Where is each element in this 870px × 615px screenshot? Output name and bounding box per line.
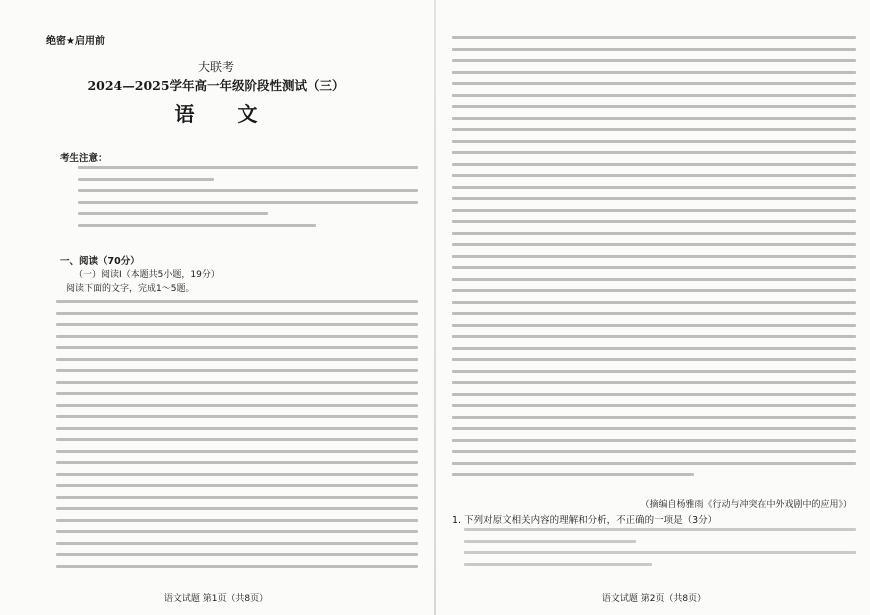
notice-title: 考生注意： [60,153,108,164]
reading-heading: （一）阅读Ⅰ（本题共5小题，19分） [74,270,220,280]
passage-text-placeholder [56,300,418,576]
page-footer: 语文试题 第1页（共8页） [163,594,269,604]
reading-instruction: 阅读下面的文字，完成1～5题。 [66,284,195,294]
subject-title: 语 文 [174,102,276,126]
notice-text-placeholder [78,166,418,235]
source-note: （摘编自杨雅雨《行动与冲突在中外戏剧中的应用》） [640,500,852,510]
page-1 [0,0,432,615]
passage-continued-placeholder [452,36,856,485]
question-1-options-placeholder [464,528,856,574]
exam-title: 2024—2025学年高一年级阶段性测试（三） [87,78,345,93]
page-fold [434,0,436,615]
exam-series: 大联考 [197,60,234,74]
confidential-mark: 绝密★启用前 [46,36,105,47]
question-1-stem: 1. 下列对原文相关内容的理解和分析，不正确的一项是（3分） [452,515,718,526]
page-footer: 语文试题 第2页（共8页） [601,594,707,604]
section-title: 一、阅读（70分） [60,256,140,267]
page-2 [438,0,870,615]
